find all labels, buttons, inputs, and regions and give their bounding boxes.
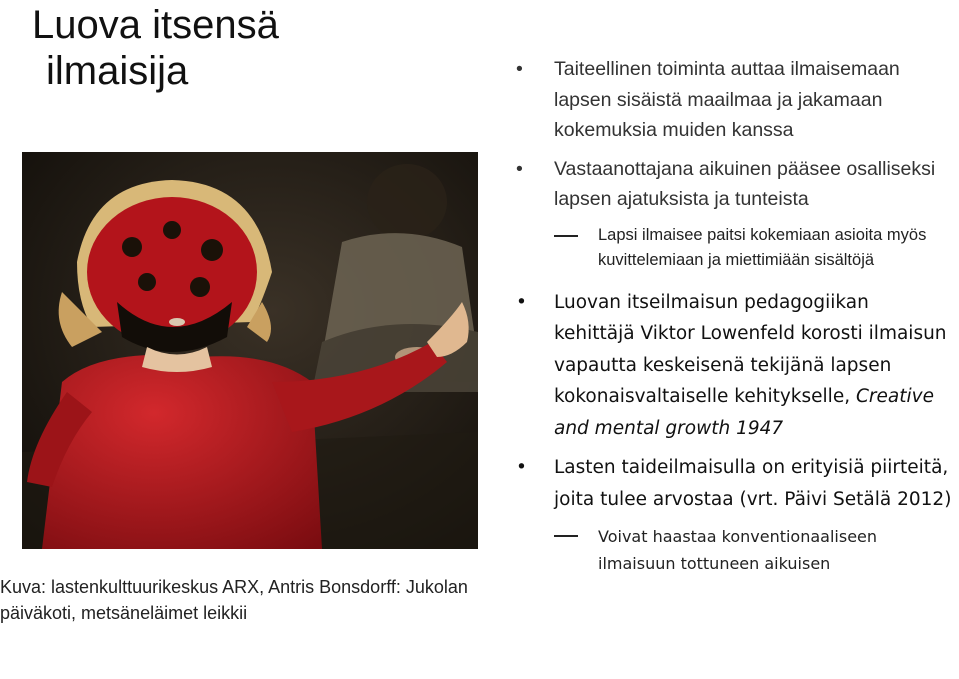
sub-bullet-item — [554, 223, 955, 273]
bullet-text: Lasten taideilmaisulla on erityisiä piirteitä, joita tulee arvostaa (vrt. Päivi Setälä 2012) — [554, 457, 952, 510]
dash-icon — [554, 535, 578, 537]
slide-title — [32, 2, 452, 94]
bullet-text: Vastaanottajana aikuinen pääsee osalliseksi lapsen ajatuksista ja tunteista — [554, 157, 936, 210]
bullet-icon: • — [516, 157, 523, 180]
sub-bullet-text: Voivat haastaa konventionaaliseen ilmaisuun tottuneen aikuisen — [598, 527, 878, 573]
bullet-icon: • — [516, 291, 527, 313]
dash-icon — [554, 235, 578, 237]
bullet-italic-reference: Creative and mental growth 1947 — [554, 386, 934, 439]
sub-bullet-text: Lapsi ilmaisee paitsi kokemiaan asioita myös kuvittelemiaan ja miettimiään sisältöjä — [598, 225, 927, 269]
bullet-item — [510, 452, 955, 515]
bullet-list — [510, 54, 955, 591]
bullet-item — [510, 54, 955, 146]
title-line-2: ilmaisija — [46, 49, 189, 93]
sub-bullet-item — [554, 523, 955, 577]
bullet-item — [510, 287, 955, 445]
photo-child-in-costume — [22, 152, 478, 549]
photo-caption: Kuva: lastenkulttuurikeskus ARX, Antris Bonsdorff: Jukolan päiväkoti, metsäneläimet leikkii — [0, 577, 468, 623]
bullet-icon: • — [516, 457, 527, 478]
bullet-text: Taiteellinen toiminta auttaa ilmaisemaan lapsen sisäistä maailmaa ja jakamaan kokemuksia muiden kanssa — [554, 58, 900, 141]
bullet-icon: • — [516, 58, 523, 80]
bullet-item — [510, 154, 955, 215]
bullet-text: Luovan itseilmaisun pedagogiikan kehittäjä Viktor Lowenfeld korosti ilmaisun vapautta keskeisenä tekijänä lapsen kokonaisvaltaiselle kehitykselle, — [554, 291, 947, 407]
title-line-1: Luova itsensä — [32, 3, 279, 47]
